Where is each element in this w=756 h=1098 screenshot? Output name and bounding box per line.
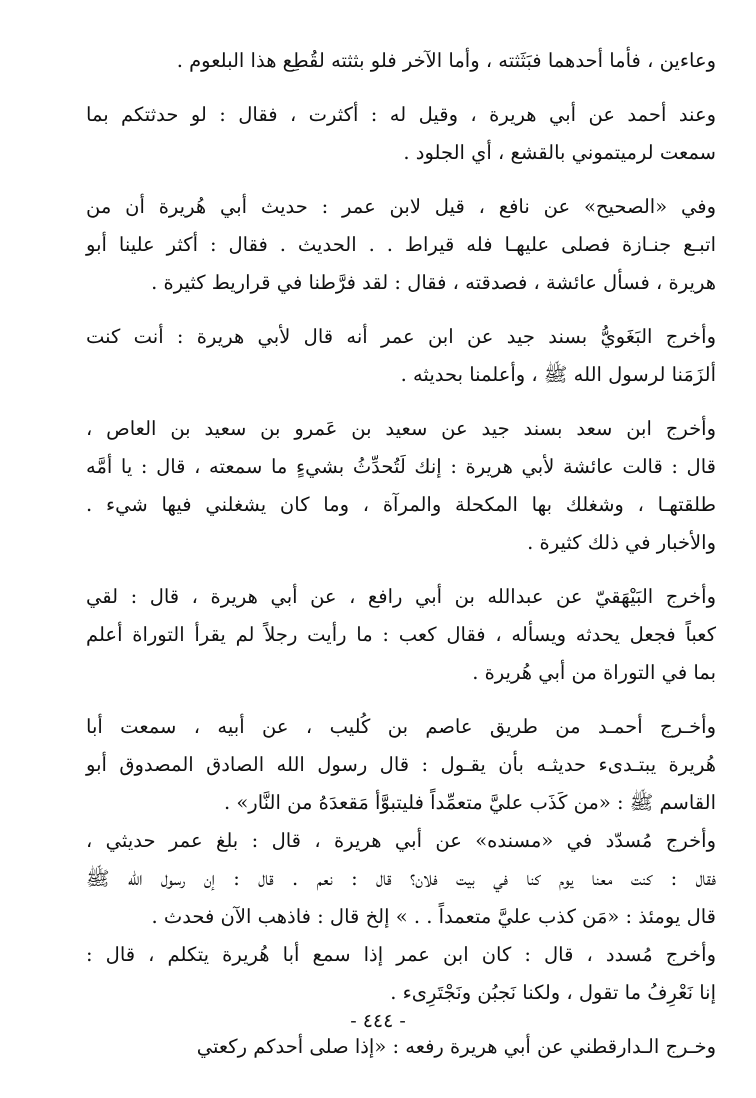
text-line: والأخبار في ذلك كثيرة .: [527, 531, 716, 554]
paragraph: [86, 410, 716, 562]
text-line: القاسم ﷺ : «من كَذَب عليَّ متعمِّداً فليتبوَّأ مَقعدَهُ من النَّار» .: [223, 791, 716, 814]
paragraph: [86, 188, 716, 302]
paragraph: [86, 708, 716, 822]
text-line: إنا نَعْرِفُ ما تقول ، ولكنا نَجبُن ونَجْتَرِىء .: [390, 981, 716, 1004]
text-line: فقال : كنت معنا يوم كنا في بيت فلان؟ قال : نعم . قال : إن رسول الله ﷺ: [86, 867, 716, 890]
body-text: [86, 42, 716, 1066]
text-line: قال يومئذ : «مَن كذب عليَّ متعمداً . . » إلخ قال : فاذهب الآن فحدث .: [151, 905, 716, 928]
text-line: بما في التوراة من أبي هُريرة .: [472, 661, 716, 684]
paragraph: [86, 318, 716, 394]
text-line: وأخـرج أحمـد من طريق عاصم بن كُليب ، عن أبيه ، سمعت أبا: [86, 715, 716, 738]
text-line: طلقتهـا ، وشغلك بها المكحلة والمرآة ، وما كان يشغلني فيها شيء .: [86, 493, 716, 516]
text-line: وأخرج ابن سعد بسند جيد عن سعيد بن عَمرو بن سعيد بن العاص ،: [86, 417, 716, 440]
paragraph: [86, 936, 716, 1012]
text-line: وأخرج مُسدد ، قال : كان ابن عمر إذا سمع أبا هُريرة يتكلم ، قال :: [86, 943, 716, 966]
text-line: وعاءين ، فأما أحدهما فبَثَثته ، وأما الآخر فلو بثثته لقُطِع هذا البلعوم .: [176, 49, 716, 72]
text-line: وخـرج الـدارقطني عن أبي هريرة رفعه : «إذا صلى أحدكم ركعتي: [196, 1035, 716, 1058]
paragraph: [86, 822, 716, 936]
text-line: ألزَمَنا لرسول الله ﷺ ، وأعلمنا بحديثه .: [400, 363, 716, 386]
page-number: - ٤٤٤ -: [350, 1010, 406, 1032]
text-line: هُريرة يبتـدىء حديثـه بأن يقـول : قال رسول الله الصادق المصدوق أبو: [86, 753, 716, 776]
text-line: كعباً فجعل يحدثه ويسأله ، فقال كعب : ما رأيت رجلاً لم يقرأ التوراة أعلم: [86, 623, 716, 646]
text-line: اتبـع جنـازة فصلى عليهـا فله قيراط . . الحديث . فقال : أكثر علينا أبو: [86, 233, 716, 256]
text-line: وأخرج البَغَويُّ بسند جيد عن ابن عمر أنه قال لأبي هريرة : أنت كنت: [86, 325, 716, 348]
text-line: وأخرج مُسدّد في «مسنده» عن أبي هريرة ، قال : بلغ عمر حديثي ،: [86, 829, 716, 852]
text-line: هريرة ، فسأل عائشة ، فصدقته ، فقال : لقد فرَّطنا في قراريط كثيرة .: [151, 271, 716, 294]
paragraph: [86, 42, 716, 80]
paragraph: [86, 1028, 716, 1066]
paragraph: [86, 96, 716, 172]
paragraph: [86, 578, 716, 692]
text-line: وفي «الصحيح» عن نافع ، قيل لابن عمر : حديث أبي هُريرة أن من: [86, 195, 716, 218]
text-line: وعند أحمد عن أبي هريرة ، وقيل له : أكثرت ، فقال : لو حدثتكم بما: [86, 103, 716, 126]
text-line: وأخرج البَيْهَقيّ عن عبدالله بن أبي رافع ، عن أبي هريرة ، قال : لقي: [86, 585, 716, 608]
text-line: سمعت لرميتموني بالقشع ، أي الجلود .: [403, 141, 716, 164]
text-line: قال : قالت عائشة لأبي هريرة : إنك لَتُحدِّثُ بشيءٍ ما سمعته ، قال : يا أمَّه: [86, 455, 716, 478]
